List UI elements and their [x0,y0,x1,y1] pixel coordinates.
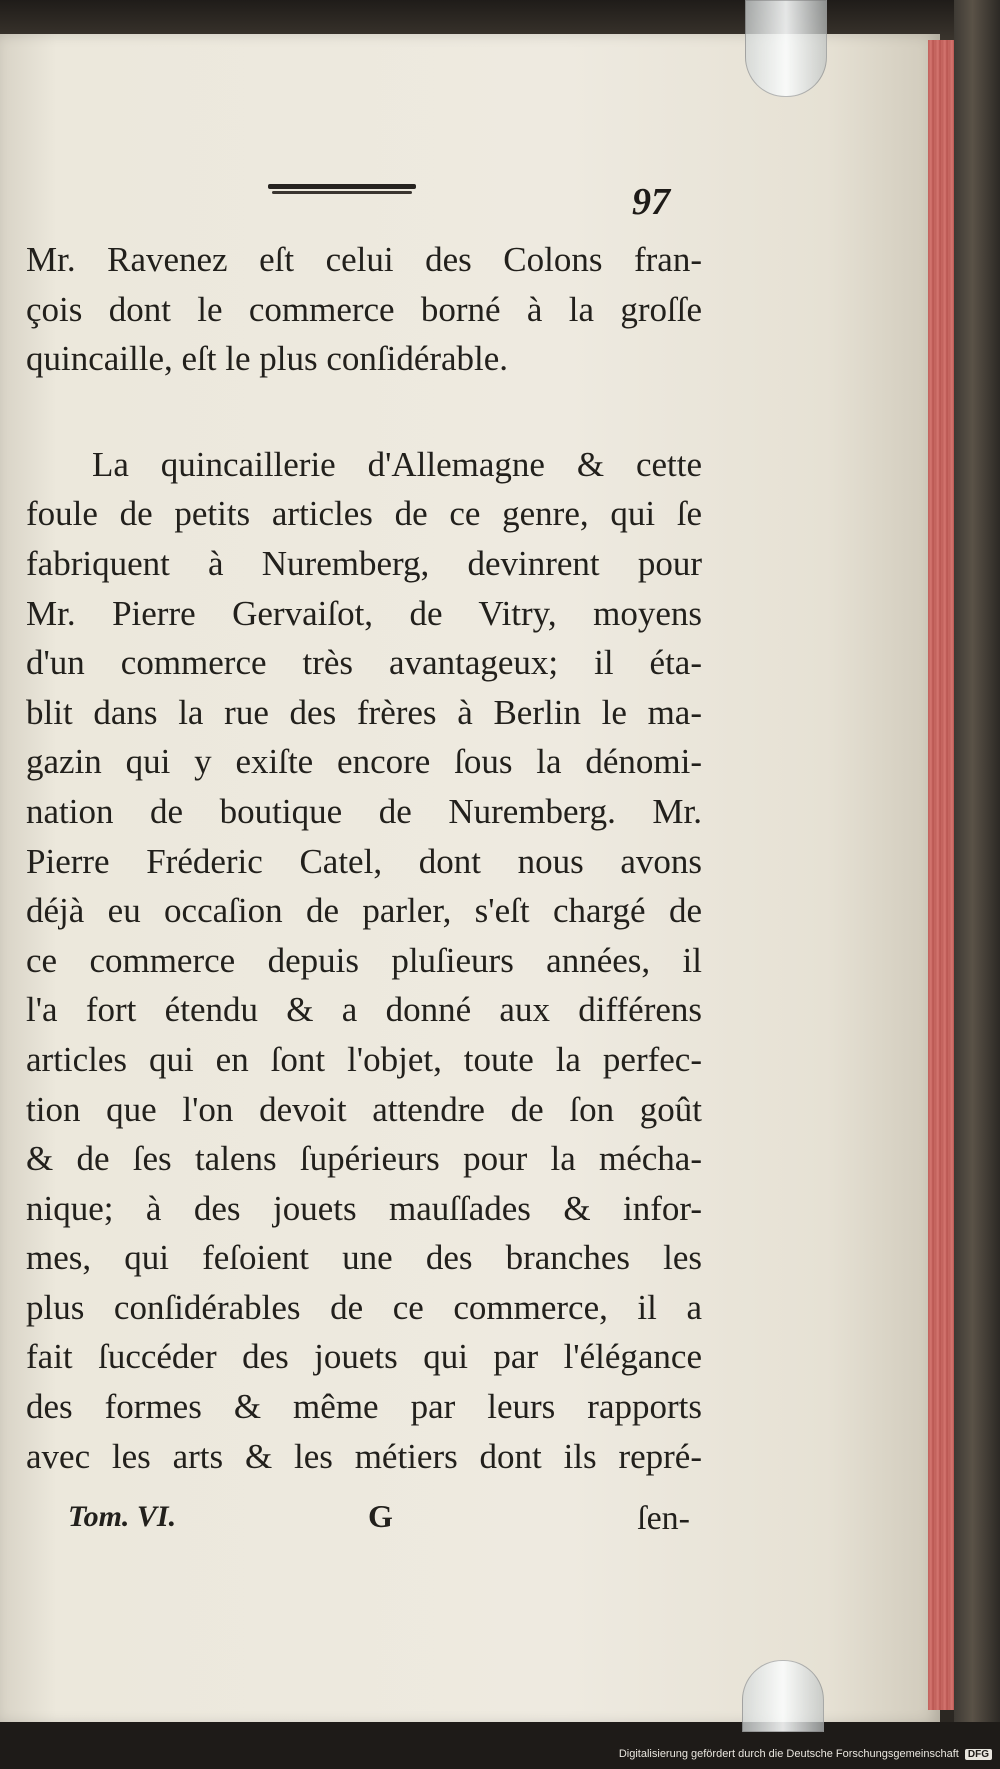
body-text [26,235,702,1481]
text-line: La quincaillerie d'Allemagne & cette [92,444,702,484]
text-line: articles qui en ſont l'objet, toute la perfec- [26,1039,702,1079]
signature-line [68,1500,690,1550]
signature-mark: G [368,1498,393,1534]
text-line: tion que l'on devoit attendre de ſon goût [26,1089,702,1129]
text-line: foule de petits articles de ce genre, qui ſe [26,494,702,534]
text-line: Mr. Ravenez eſt celui des Colons fran- [26,240,702,279]
text-line: mes, qui feſoient une des branches les [26,1238,702,1278]
credit-text: Digitalisierung gefördert durch die Deutsche Forschungsgemeinschaft [618,1748,959,1760]
dfg-logo: DFG [965,1749,992,1760]
text-line: déjà eu occaſion de parler, s'eſt chargé de [26,891,702,931]
text-line: çois dont le commerce borné à la groſſe [26,289,702,329]
text-line: des formes & même par leurs rapports [26,1387,702,1427]
text-line: l'a fort étendu & a donné aux différens [26,990,702,1030]
page-clip-top [745,0,827,97]
text-line: fait ſuccéder des jouets qui par l'élégance [26,1337,702,1377]
text-line: Mr. Pierre Gervaiſot, de Vitry, moyens [26,593,702,633]
text-line: d'un commerce très avantageux; il éta- [26,643,702,683]
text-line: gazin qui y exiſte encore ſous la dénomi- [26,742,702,782]
header-ornament [268,184,416,196]
book-cover [954,0,1000,1769]
scanner-background-bottom [0,1722,1000,1769]
text-line: plus conſidérables de ce commerce, il a [26,1287,702,1327]
catchword: ſen- [637,1500,690,1537]
text-line: fabriquent à Nuremberg, devinrent pour [26,543,702,583]
page-edge-red [928,40,954,1710]
page-clip-bottom [742,1660,824,1732]
volume-mark: Tom. VI. [68,1500,177,1533]
paragraph-1 [26,235,702,384]
text-line: Pierre Fréderic Catel, dont nous avons [26,841,702,881]
digitization-credit [619,1748,992,1760]
text-line: blit dans la rue des frères à Berlin le ma- [26,692,702,732]
paragraph-2 [26,440,702,1481]
text-line: & de ſes talens ſupérieurs pour la mécha- [26,1139,702,1179]
text-line: ce commerce depuis pluſieurs années, il [26,940,702,980]
text-line: nique; à des jouets mauſſades & infor- [26,1188,702,1228]
page-number: 97 [632,181,670,223]
text-line: avec les arts & les métiers dont ils repré- [26,1436,702,1476]
text-line: quincaille, eſt le plus conſidérable. [26,339,509,379]
text-line: nation de boutique de Nuremberg. Mr. [26,791,702,831]
